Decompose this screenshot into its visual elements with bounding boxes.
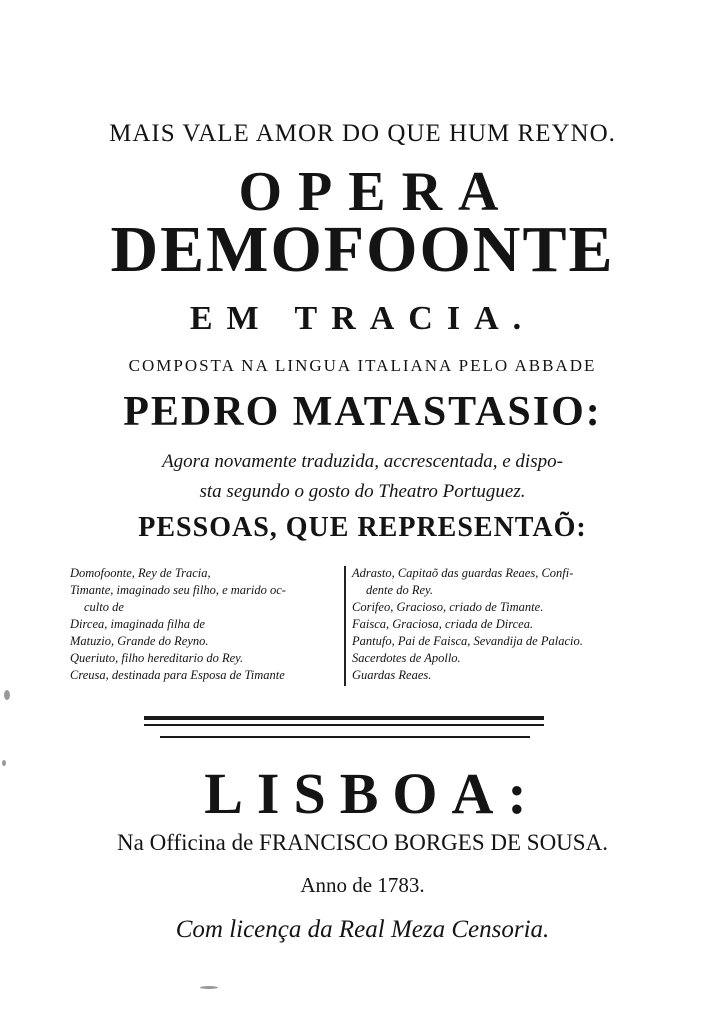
cast-item: Creusa, destinada para Esposa de Timante — [70, 668, 285, 682]
alternate-title: MAIS VALE AMOR DO QUE HUM REYNO. — [109, 120, 616, 147]
main-title: DEMOFOONTE — [110, 213, 615, 286]
imprint-licence: Com licença da Real Meza Censoria. — [175, 916, 550, 943]
setting-heading: EM TRACIA. — [189, 300, 536, 337]
ornamental-rule — [144, 716, 544, 720]
cast-item: Domofoonte, Rey de Tracia, — [70, 566, 211, 580]
cast-divider — [344, 566, 346, 686]
translation-note — [0, 447, 725, 507]
imprint-year: Anno de 1783. — [300, 873, 425, 897]
cast-item: Pantufo, Pai de Faisca, Sevandija de Palacio. — [352, 634, 583, 648]
cast-item: dente do Rey. — [366, 583, 433, 597]
cast-item: Dircea, imaginada filha de — [70, 617, 205, 631]
imprint-city: LISBOA: — [204, 761, 541, 826]
cast-item: Adrasto, Capitaõ das guardas Reaes, Confi- — [352, 566, 574, 580]
cast-item: Guardas Reaes. — [352, 668, 432, 682]
composed-by-line: COMPOSTA NA LINGUA ITALIANA PELO ABBADE — [128, 356, 597, 375]
ink-speck — [4, 690, 10, 700]
cast-list-left — [70, 565, 340, 684]
cast-item: Timante, imaginado seu filho, e marido oc- — [70, 583, 286, 597]
characters-heading: PESSOAS, QUE REPRESENTAÕ: — [138, 512, 587, 543]
cast-item: culto de — [84, 600, 124, 614]
cast-item: Sacerdotes de Apollo. — [352, 651, 461, 665]
cast-list-right — [352, 565, 652, 684]
translation-note-line-2: sta segundo o gosto do Theatro Portuguez. — [199, 481, 526, 502]
genre-heading: OPERA — [238, 161, 515, 223]
cast-item: Queriuto, filho hereditario do Rey. — [70, 651, 244, 665]
translation-note-line-1: Agora novamente traduzida, accrescentada, e dispo- — [162, 451, 563, 472]
ink-speck — [2, 760, 6, 766]
imprint-printer: Na Officina de FRANCISCO BORGES DE SOUSA. — [117, 830, 608, 855]
author-name: PEDRO MATASTASIO: — [123, 389, 602, 435]
ornamental-rule — [144, 724, 544, 726]
ornamental-rule — [160, 736, 530, 738]
cast-item: Matuzio, Grande do Reyno. — [70, 634, 209, 648]
ink-speck — [200, 986, 218, 989]
cast-item: Faisca, Graciosa, criada de Dircea. — [352, 617, 534, 631]
cast-item: Corifeo, Gracioso, criado de Timante. — [352, 600, 544, 614]
